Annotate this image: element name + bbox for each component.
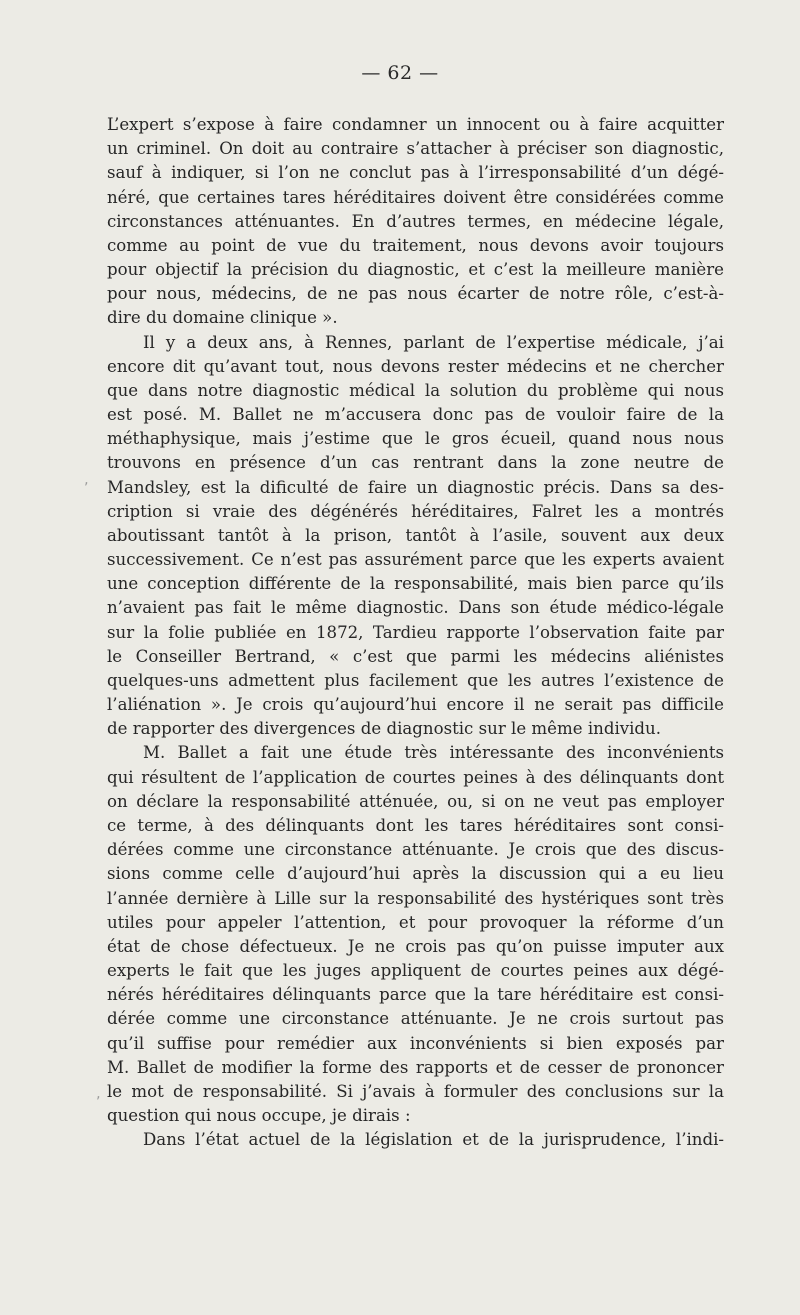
text-line: nérés héréditaires délinquants parce que la tare héréditaire est consi- xyxy=(107,985,724,1005)
text-line: L’expert s’expose à faire condamner un innocent ou à faire acquitter xyxy=(107,115,724,134)
text-line: un criminel. On doit au contraire s’attacher à préciser son diagnostic, xyxy=(107,139,724,159)
text-line: ce terme, à des délinquants dont les tares héréditaires sont consi- xyxy=(107,815,724,835)
text-line: utiles pour appeler l’attention, et pour provoquer la réforme d’un xyxy=(107,912,724,932)
text-line: néré, que certaines tares héréditaires doivent être considérées comme xyxy=(107,187,724,207)
text-line: qu’il suffise pour remédier aux inconvénients si bien exposés par xyxy=(107,1033,724,1053)
page-number: — 62 — xyxy=(361,62,439,84)
text-line: l’année dernière à Lille sur la responsabilité des hystériques sont très xyxy=(107,888,724,908)
text-line: experts le fait que les juges appliquent de courtes peines aux dégé- xyxy=(107,961,724,981)
text-line: état de chose défectueux. Je ne crois pas qu’on puisse imputer aux xyxy=(107,936,724,956)
text-line: encore dit qu’avant tout, nous devons rester médecins et ne chercher xyxy=(107,356,724,376)
text-line: pour nous, médecins, de ne pas nous écarter de notre rôle, c’est-à- xyxy=(107,284,724,304)
text-line: M. Ballet a fait une étude très intéressante des inconvénients xyxy=(143,743,724,763)
text-line: successivement. Ce n’est pas assurément parce que les experts avaient xyxy=(107,550,724,570)
text-line: quelques-uns admettent plus facilement que les autres l’existence de xyxy=(107,670,724,690)
text-line: aboutissant tantôt à la prison, tantôt à l’asile, souvent aux deux xyxy=(107,525,724,545)
text-line: question qui nous occupe, je dirais : xyxy=(107,1106,411,1126)
text-line: qui résultent de l’application de courtes peines à des délinquants dont xyxy=(107,767,724,787)
text-line: Il y a deux ans, à Rennes, parlant de l’expertise médicale, j’ai xyxy=(143,332,724,352)
text-line: de rapporter des divergences de diagnostic sur le même individu. xyxy=(107,719,662,739)
text-line: dérée comme une circonstance atténuante. Je ne crois surtout pas xyxy=(107,1009,724,1029)
text-line: le Conseiller Bertrand, « c’est que parmi les médecins aliénistes xyxy=(107,646,724,666)
text-line: pour objectif la précision du diagnostic, et c’est la meilleure manière xyxy=(107,260,724,280)
text-line: l’aliénation ». Je crois qu’aujourd’hui encore il ne serait pas difficile xyxy=(107,695,724,715)
text-line: le mot de responsabilité. Si j’avais à formuler des conclusions sur la xyxy=(107,1081,724,1101)
text-line: que dans notre diagnostic médical la solution du problème qui nous xyxy=(107,380,724,400)
pencil-mark-icon: ‚ xyxy=(96,1086,101,1102)
text-line: sauf à indiquer, si l’on ne conclut pas à l’irresponsabilité d’un dégé- xyxy=(107,163,724,183)
text-line: dire du domaine clinique ». xyxy=(107,308,338,328)
text-line: comme au point de vue du traitement, nous devons avoir toujours xyxy=(107,235,724,255)
text-line: dérées comme une circonstance atténuante. Je crois que des discus- xyxy=(107,840,724,860)
text-line: sur la folie publiée en 1872, Tardieu rapporte l’observation faite par xyxy=(107,622,724,642)
text-line: circonstances atténuantes. En d’autres termes, en médecine légale, xyxy=(107,211,724,231)
text-line: on déclare la responsabilité atténuée, ou, si on ne veut pas employer xyxy=(107,791,724,811)
text-line: M. Ballet de modifier la forme des rapports et de cesser de prononcer xyxy=(107,1057,724,1077)
text-line: sions comme celle d’aujourd’hui après la discussion qui a eu lieu xyxy=(107,864,724,884)
text-line: Mandsley, est la dificulté de faire un diagnostic précis. Dans sa des- xyxy=(107,477,724,497)
pencil-mark-icon: ‚ xyxy=(84,472,89,488)
text-line: est posé. M. Ballet ne m’accusera donc pas de vouloir faire de la xyxy=(107,405,724,425)
text-line: une conception différente de la responsabilité, mais bien parce qu’ils xyxy=(107,574,724,594)
text-line: cription si vraie des dégénérés héréditaires, Falret les a montrés xyxy=(107,501,724,521)
text-line: trouvons en présence d’un cas rentrant dans la zone neutre de xyxy=(107,453,724,473)
text-line: n’avaient pas fait le même diagnostic. Dans son étude médico-légale xyxy=(107,598,724,618)
body-text xyxy=(107,113,724,1152)
text-line: Dans l’état actuel de la législation et de la jurisprudence, l’indi- xyxy=(143,1130,724,1150)
text-line: méthaphysique, mais j’estime que le gros écueil, quand nous nous xyxy=(107,429,724,449)
